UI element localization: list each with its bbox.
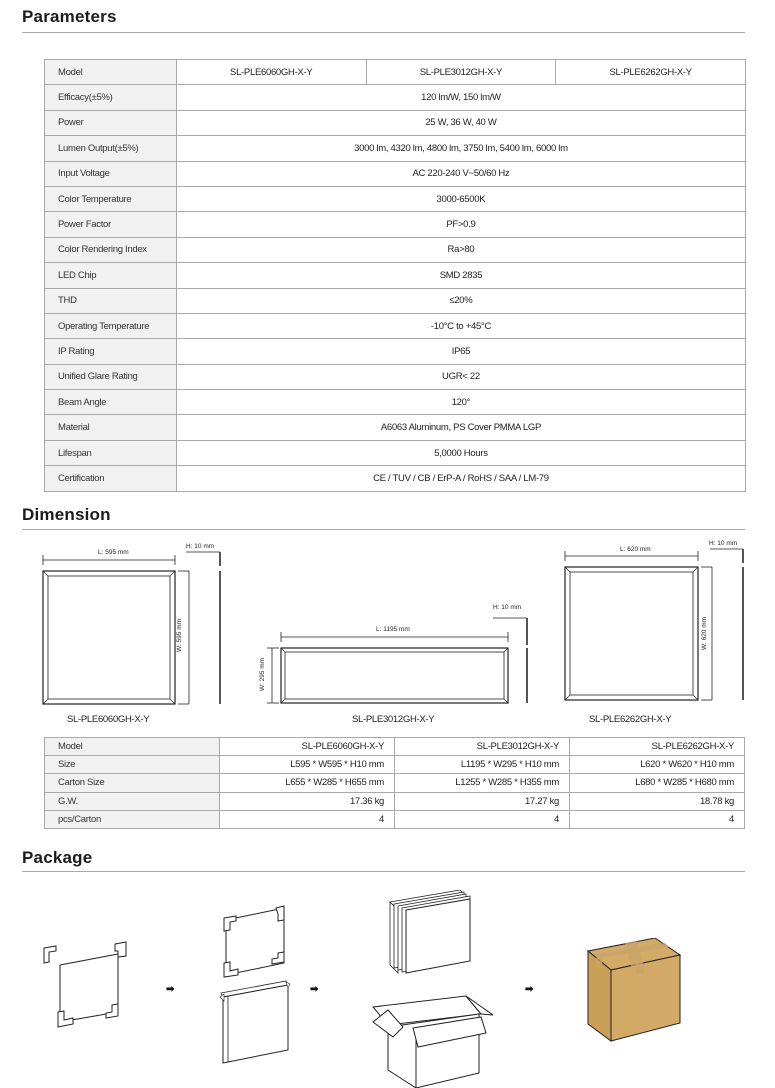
row-label: G.W. <box>45 792 220 810</box>
row-label: Material <box>45 415 177 440</box>
table-row <box>45 186 746 211</box>
cell: 17.36 kg <box>220 792 395 810</box>
row-label: Operating Temperature <box>45 313 177 338</box>
table-row <box>45 85 746 110</box>
row-label: Unified Glare Rating <box>45 364 177 389</box>
row-value: A6063 Aluminum, PS Cover PMMA LGP <box>176 415 745 440</box>
row-label: THD <box>45 288 177 313</box>
row-value: AC 220-240 V~50/60 Hz <box>176 161 745 186</box>
row-value: Ra>80 <box>176 237 745 262</box>
row-value: UGR< 22 <box>176 364 745 389</box>
table-row <box>45 810 745 828</box>
row-label: Power Factor <box>45 212 177 237</box>
table-row <box>45 263 746 288</box>
cell: SL-PLE6262GH-X-Y <box>570 738 745 756</box>
width-label: W: 595 mm <box>176 618 184 653</box>
table-row <box>45 466 746 491</box>
table-row <box>45 339 746 364</box>
row-value: 120° <box>176 390 745 415</box>
row-label: Color Rendering Index <box>45 237 177 262</box>
table-row <box>45 313 746 338</box>
width-label: W: 620 mm <box>701 616 709 651</box>
cell: 4 <box>570 810 745 828</box>
row-label: Model <box>45 738 220 756</box>
package-step-2-inner-box <box>218 905 298 1075</box>
table-row <box>45 774 745 792</box>
panel-drawing-6060 <box>36 540 236 710</box>
height-label: H: 10 mm <box>186 543 215 550</box>
row-label: pcs/Carton <box>45 810 220 828</box>
height-label: H: 10 mm <box>493 604 522 611</box>
table-row-model <box>45 60 746 85</box>
panel-drawing-6262 <box>560 538 760 708</box>
row-label: Size <box>45 756 220 774</box>
row-label: LED Chip <box>45 263 177 288</box>
table-row <box>45 161 746 186</box>
row-value: ≤20% <box>176 288 745 313</box>
cell: L620 * W620 * H10 mm <box>570 756 745 774</box>
table-row <box>45 136 746 161</box>
height-label: H: 10 mm <box>709 540 738 547</box>
length-label: L: 595 mm <box>98 549 129 556</box>
table-row <box>45 110 746 135</box>
parameters-table <box>44 59 746 492</box>
row-label: Power <box>45 110 177 135</box>
length-label: L: 620 mm <box>620 546 651 553</box>
drawing-caption-3012: SL-PLE3012GH-X-Y <box>352 714 435 725</box>
package-step-3-carton-open <box>368 890 493 1088</box>
dimension-section-title: Dimension <box>22 505 111 524</box>
cell: SL-PLE6060GH-X-Y <box>220 738 395 756</box>
cell: 4 <box>395 810 570 828</box>
arrow-icon: ➡ <box>166 984 175 995</box>
model-header-1: SL-PLE6060GH-X-Y <box>176 60 366 85</box>
row-label: Lumen Output(±5%) <box>45 136 177 161</box>
cell: 4 <box>220 810 395 828</box>
table-row <box>45 288 746 313</box>
row-label: Efficacy(±5%) <box>45 85 177 110</box>
row-value: IP65 <box>176 339 745 364</box>
table-row <box>45 738 745 756</box>
table-row <box>45 440 746 465</box>
row-label: Certification <box>45 466 177 491</box>
row-value: 3000 lm, 4320 lm, 4800 lm, 3750 lm, 5400 lm, 6000 lm <box>176 136 745 161</box>
model-header-3: SL-PLE6262GH-X-Y <box>556 60 746 85</box>
drawing-caption-6060: SL-PLE6060GH-X-Y <box>67 714 150 725</box>
arrow-icon: ➡ <box>525 984 534 995</box>
table-row <box>45 756 745 774</box>
drawing-caption-6262: SL-PLE6262GH-X-Y <box>589 714 672 725</box>
row-value: PF>0.9 <box>176 212 745 237</box>
package-step-1-panel-corners <box>38 940 138 1040</box>
row-label: Input Voltage <box>45 161 177 186</box>
parameters-divider <box>22 32 745 33</box>
table-row <box>45 390 746 415</box>
row-label: IP Rating <box>45 339 177 364</box>
row-value: SMD 2835 <box>176 263 745 288</box>
table-row <box>45 237 746 262</box>
row-value: CE / TUV / CB / ErP-A / RoHS / SAA / LM-79 <box>176 466 745 491</box>
row-value: 3000-6500K <box>176 186 745 211</box>
table-row <box>45 212 746 237</box>
dimension-table <box>44 737 745 829</box>
row-value: -10°C to +45°C <box>176 313 745 338</box>
parameters-section-title: Parameters <box>22 7 117 26</box>
package-step-4-sealed-carton <box>585 938 685 1043</box>
row-value: 25 W, 36 W, 40 W <box>176 110 745 135</box>
cell: L1255 * W285 * H355 mm <box>395 774 570 792</box>
cell: L1195 * W295 * H10 mm <box>395 756 570 774</box>
table-row <box>45 364 746 389</box>
cell: L680 * W285 * H680 mm <box>570 774 745 792</box>
row-value: 120 lm/W, 150 lm/W <box>176 85 745 110</box>
row-label: Carton Size <box>45 774 220 792</box>
package-divider <box>22 871 745 872</box>
row-label: Beam Angle <box>45 390 177 415</box>
arrow-icon: ➡ <box>310 984 319 995</box>
cell: L655 * W285 * H655 mm <box>220 774 395 792</box>
model-header-2: SL-PLE3012GH-X-Y <box>366 60 556 85</box>
row-label: Lifespan <box>45 440 177 465</box>
length-label: L: 1195 mm <box>376 626 410 633</box>
row-value: 5,0000 Hours <box>176 440 745 465</box>
panel-drawing-3012 <box>255 598 540 713</box>
row-label: Color Temperature <box>45 186 177 211</box>
cell: SL-PLE3012GH-X-Y <box>395 738 570 756</box>
table-row <box>45 415 746 440</box>
cell: L595 * W595 * H10 mm <box>220 756 395 774</box>
row-label: Model <box>45 60 177 85</box>
table-row <box>45 792 745 810</box>
dimension-divider <box>22 529 745 530</box>
package-section-title: Package <box>22 848 93 867</box>
width-label: W: 295 mm <box>259 657 267 692</box>
cell: 18.78 kg <box>570 792 745 810</box>
cell: 17.27 kg <box>395 792 570 810</box>
